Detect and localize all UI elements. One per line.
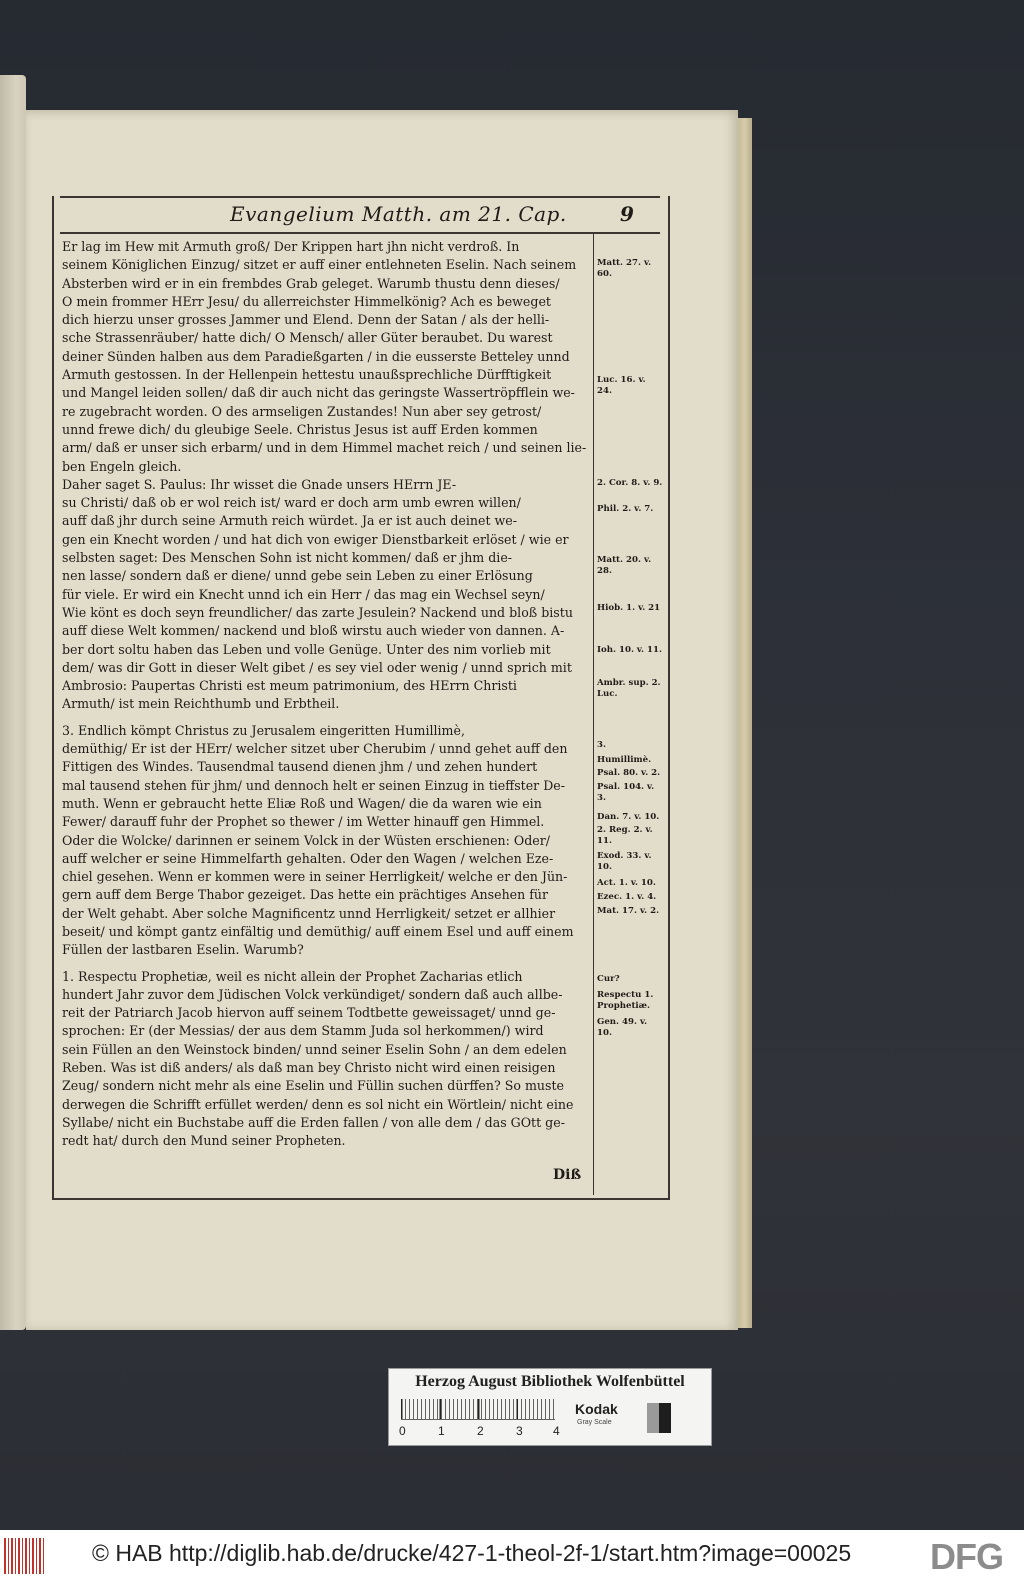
text-line: reit der Patriarch Jacob hiervon auff seinem Todtbette geweissaget/ unnd ge- xyxy=(62,1005,556,1021)
text-line: muth. Wenn er gebraucht hette Eliæ Roß und Wagen/ die da waren wie ein xyxy=(62,795,542,811)
margin-note: Phil. 2. v. 7. xyxy=(597,504,654,514)
gray-scale-label: Gray Scale xyxy=(577,1419,612,1426)
text-line: selbsten saget: Des Menschen Sohn ist nicht kommen/ daß er jhm die- xyxy=(62,550,513,566)
margin-note: 2. Reg. 2. v. 11. xyxy=(597,825,653,846)
text-line: Wie könt es doch seyn freundlicher/ das zarte Jesulein? Nackend und bloß bistu xyxy=(62,604,573,620)
margin-note: Matt. 20. v. 28. xyxy=(597,555,652,576)
paragraph-gap xyxy=(62,714,588,722)
text-line: dem/ was dir Gott in dieser Welt gibet / es sey viel oder wenig / unnd sprich mit xyxy=(62,659,572,675)
ruler-number: 2 xyxy=(477,1424,484,1438)
text-line: demüthig/ Er ist der HErr/ welcher sitzet uber Cherubim / unnd gehet auff den xyxy=(62,741,568,757)
ruler-major-ticks xyxy=(401,1399,555,1419)
margin-note: 3. xyxy=(597,740,606,750)
text-line: auff diese Welt kommen/ nackend und bloß wirstu auch wieder von dannen. A- xyxy=(62,623,565,639)
text-line: auff daß jhr durch seine Armuth reich würdet. Ja er ist auch deinet we- xyxy=(62,513,518,529)
kodak-brand: Kodak xyxy=(575,1401,618,1417)
text-line: ben Engeln gleich. xyxy=(62,458,182,474)
margin-note: Hiob. 1. v. 21 xyxy=(597,603,661,613)
footer-bar xyxy=(0,1530,1024,1582)
text-line: arm/ daß er unser sich erbarm/ und in dem Himmel machet reich / und seinen lie- xyxy=(62,440,587,456)
margin-note: Respectu 1. Prophetiæ. xyxy=(597,990,654,1011)
margin-note: Psal. 104. v. 3. xyxy=(597,782,655,803)
margin-note: Cur? xyxy=(597,974,620,984)
margin-note: Act. 1. v. 10. xyxy=(597,878,656,888)
text-line: für viele. Er wird ein Knecht unnd ich ein Herr / das mag ein Wechsel seyn/ xyxy=(62,586,545,602)
margin-note: Matt. 27. v. 60. xyxy=(597,258,652,279)
text-line: gen ein Knecht worden / und hat dich von ewiger Dienstbarkeit erlöset / wie er xyxy=(62,531,569,547)
text-line: Zeug/ sondern nicht mehr als eine Eselin und Füllin suchen dürffen? So muste xyxy=(62,1078,564,1094)
facing-page-edge xyxy=(0,75,26,1330)
text-line: derwegen die Schrifft erfüllet werden/ denn es sol nicht ein Wörtlein/ nicht eine xyxy=(62,1096,574,1112)
margin-note: Ioh. 10. v. 11. xyxy=(597,645,662,655)
margin-note: Exod. 33. v. 10. xyxy=(597,851,652,872)
frame-bottom-rule xyxy=(54,1198,668,1199)
margin-note: Ezec. 1. v. 4. xyxy=(597,892,657,902)
ruler-number: 0 xyxy=(399,1424,406,1438)
ruler-number: 4 xyxy=(553,1424,560,1438)
text-line: und Mangel leiden sollen/ daß dir auch nicht das geringste Wassertröpfflein we- xyxy=(62,385,575,401)
margin-note: Mat. 17. v. 2. xyxy=(597,906,660,916)
ruler-number: 1 xyxy=(438,1424,445,1438)
text-line: Fittigen des Windes. Tausendmal tausend dienen jhm / und zehen hundert xyxy=(62,759,538,775)
running-title: Evangelium Matth. am 21. Cap. xyxy=(230,202,567,226)
text-line: Armuth/ ist mein Reichthumb und Erbtheil. xyxy=(62,696,340,712)
gray-swatch xyxy=(647,1403,659,1433)
margin-note: Dan. 7. v. 10. xyxy=(597,812,660,822)
text-line: hundert Jahr zuvor dem Jüdischen Volck verkündiget/ sondern daß auch allbe- xyxy=(62,986,563,1002)
text-line: ber dort soltu haben das Leben und volle Genüge. Unter des nim vorlieb mit xyxy=(62,641,551,657)
text-line: O mein frommer HErr Jesu/ du allerreichster Himmelkönig? Ach es beweget xyxy=(62,293,551,309)
color-calibration-card xyxy=(388,1368,712,1446)
margin-note: Luc. 16. v. 24. xyxy=(597,375,646,396)
body-text xyxy=(62,238,588,1151)
text-line: seinem Königlichen Einzug/ sitzet er auff einer entlehneten Eselin. Nach seinem xyxy=(62,257,577,273)
barcode-icon xyxy=(4,1538,46,1574)
text-line: dich hierzu unser grosses Jammer und Elend. Denn der Satan / als der helli- xyxy=(62,312,550,328)
paragraph-gap xyxy=(62,960,588,968)
text-line: Absterben wird er in ein frembdes Grab geleget. Warumb thustu denn dieses/ xyxy=(62,275,560,291)
text-line: Daher saget S. Paulus: Ihr wisset die Gnade unsers HErrn JE- xyxy=(62,476,457,492)
text-line: Armuth gestossen. In der Hellenpein hettestu unaußsprechliche Dürfftigkeit xyxy=(62,367,552,383)
text-line: Ambrosio: Paupertas Christi est meum patrimonium, des HErrn Christi xyxy=(62,678,517,694)
library-name: Herzog August Bibliothek Wolfenbüttel xyxy=(415,1373,685,1390)
margin-note: Ambr. sup. 2. Luc. xyxy=(597,678,661,699)
dfg-logo: DFG xyxy=(930,1536,1003,1577)
page-fore-edge xyxy=(738,118,752,1328)
ruler-number: 3 xyxy=(516,1424,523,1438)
text-line: Fewer/ darauff fuhr der Prophet so thewer / im Wetter hinauff gen Himmel. xyxy=(62,814,545,830)
text-line: gern auff dem Berge Thabor gezeiget. Das hette ein prächtiges Ansehen für xyxy=(62,887,549,903)
black-swatch xyxy=(659,1403,671,1433)
text-line: sprochen: Er (der Messias/ der aus dem Stamm Juda sol herkommen/) wird xyxy=(62,1023,544,1039)
text-line: su Christi/ daß ob er wol reich ist/ ward er doch arm umb ewren willen/ xyxy=(62,495,521,511)
text-line: 3. Endlich kömpt Christus zu Jerusalem eingeritten Humillimè, xyxy=(62,722,465,738)
text-line: sein Füllen an den Weinstock binden/ unnd seiner Eselin Sohn / an dem edelen xyxy=(62,1041,567,1057)
page-number: 9 xyxy=(620,202,634,226)
text-line: re zugebracht worden. O des armseligen Zustandes! Nun aber sey getrost/ xyxy=(62,403,542,419)
text-line: deiner Sünden halben aus dem Paradießgarten / in die eusserste Betteley unnd xyxy=(62,348,570,364)
margin-note: 2. Cor. 8. v. 9. xyxy=(597,478,663,488)
text-line: beseit/ und kömpt gantz einfältig und demüthig/ auff einem Esel und auff einem xyxy=(62,923,574,939)
text-line: sche Strassenräuber/ hatte dich/ O Mensch/ aller Güter beraubet. Du warest xyxy=(62,330,553,346)
catchword: Diß xyxy=(553,1167,582,1183)
source-url[interactable]: © HAB http://diglib.hab.de/drucke/427-1-theol-2f-1/start.htm?image=00025 xyxy=(92,1540,852,1566)
text-line: nen lasse/ sondern daß er diene/ unnd gebe sein Leben zu einer Erlösung xyxy=(62,568,533,584)
text-line: 1. Respectu Prophetiæ, weil es nicht allein der Prophet Zacharias etlich xyxy=(62,968,523,984)
text-line: auff welcher er seine Himmelfarth gehalten. Oder den Wagen / welchen Eze- xyxy=(62,850,554,866)
margin-note: Humillimè. xyxy=(597,755,652,765)
text-line: Syllabe/ nicht ein Buchstabe auff die Erden fallen / von alle dem / das GOtt ge- xyxy=(62,1114,565,1130)
text-line: der Welt gehabt. Aber solche Magnificentz unnd Herrligkeit/ setzet er allhier xyxy=(62,905,556,921)
text-line: Er lag im Hew mit Armuth groß/ Der Krippen hart jhn nicht verdroß. In xyxy=(62,239,520,254)
text-line: Füllen der lastbaren Eselin. Warumb? xyxy=(62,942,304,958)
text-line: Reben. Was ist diß anders/ als daß man bey Christo nicht wird einen reisigen xyxy=(62,1060,556,1076)
text-line: redt hat/ durch den Mund seiner Propheten. xyxy=(62,1133,346,1149)
text-line: unnd frewe dich/ du gleubige Seele. Christus Jesus ist auff Erden kommen xyxy=(62,421,538,437)
text-line: mal tausend stehen für jhm/ und dennoch helt er seinen Einzug in tieffster De- xyxy=(62,777,566,793)
text-line: chiel gesehen. Wenn er kommen were in seiner Herrligkeit/ welche er den Jün- xyxy=(62,869,568,885)
margin-note: Psal. 80. v. 2. xyxy=(597,768,661,778)
margin-note: Gen. 49. v. 10. xyxy=(597,1017,648,1038)
margin-rule xyxy=(593,233,594,1195)
text-line: Oder die Wolcke/ darinnen er seinem Volck in der Wüsten erschienen: Oder/ xyxy=(62,832,550,848)
